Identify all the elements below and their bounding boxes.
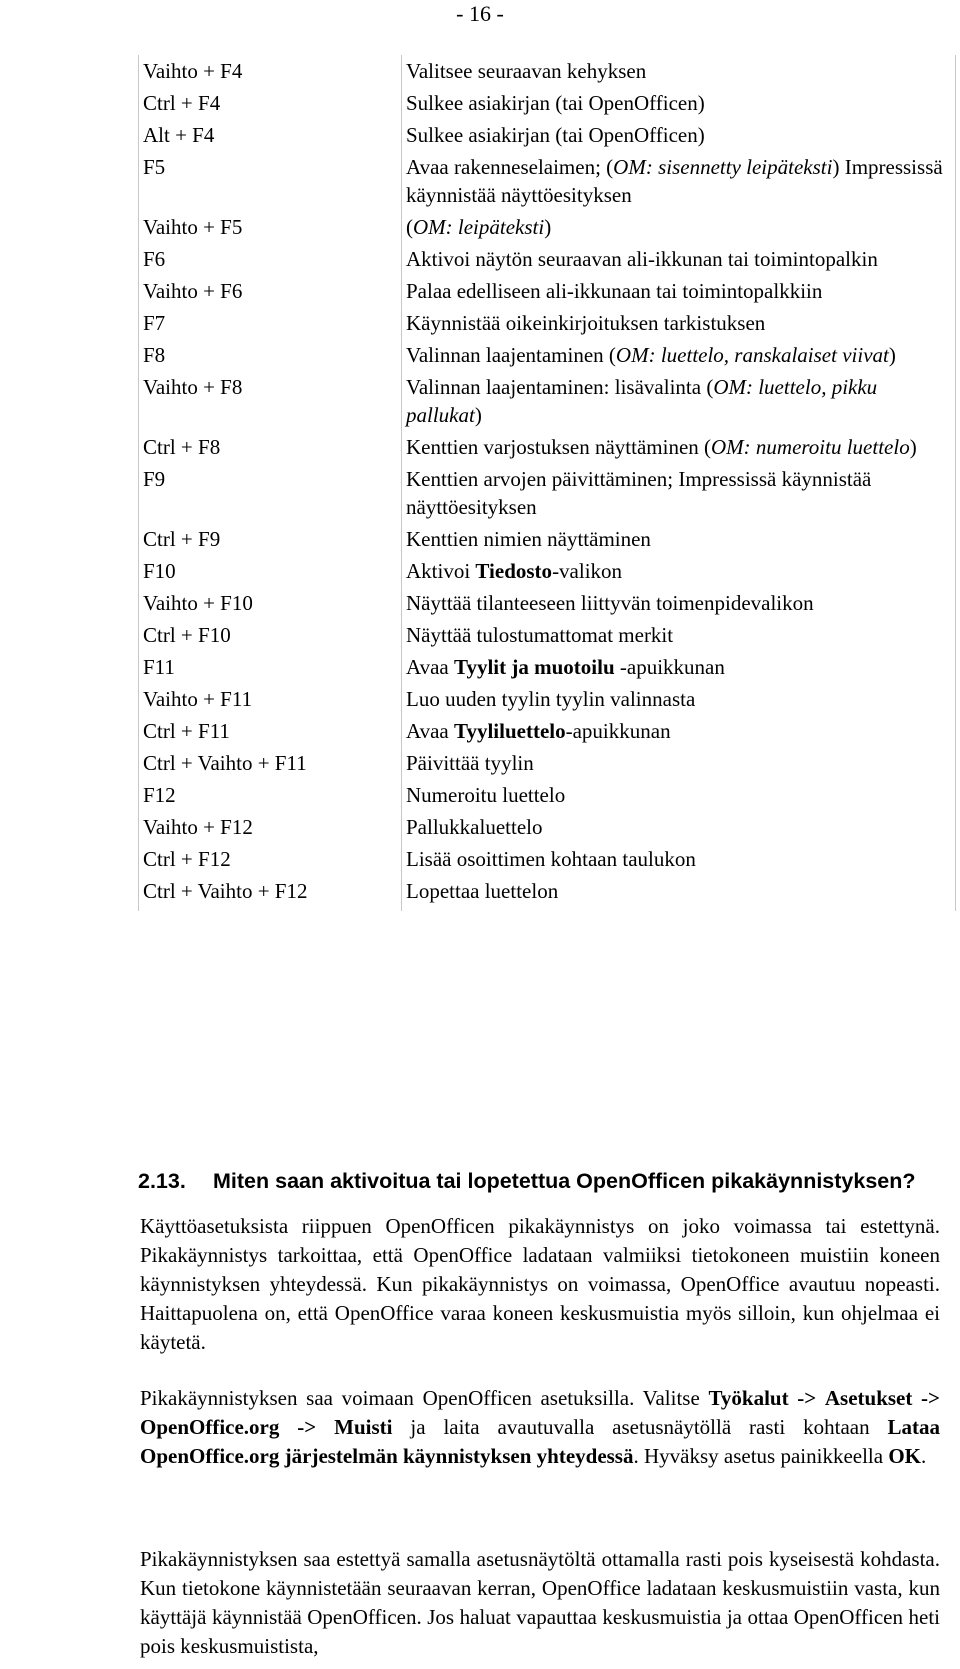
description-run: Luo uuden tyylin tyylin valinnasta xyxy=(406,687,696,711)
shortcut-row xyxy=(139,843,956,875)
shortcut-row xyxy=(139,339,956,371)
shortcut-key: Ctrl + F9 xyxy=(139,523,402,555)
shortcut-row xyxy=(139,555,956,587)
shortcut-description xyxy=(402,523,956,555)
shortcut-description xyxy=(402,779,956,811)
shortcut-description xyxy=(402,243,956,275)
shortcut-row xyxy=(139,119,956,151)
shortcut-row xyxy=(139,523,956,555)
description-run: Aktivoi xyxy=(406,559,476,583)
shortcut-description xyxy=(402,619,956,651)
shortcut-row xyxy=(139,431,956,463)
shortcut-row xyxy=(139,811,956,843)
description-run: -valikon xyxy=(552,559,623,583)
description-run: Sulkee asiakirjan (tai OpenOfficen) xyxy=(406,123,705,147)
shortcut-description xyxy=(402,875,956,911)
description-run: Lopettaa luettelon xyxy=(406,879,559,903)
shortcut-row xyxy=(139,371,956,431)
section-title: Miten saan aktivoitua tai lopetettua OpenOfficen pikakäynnistyksen? xyxy=(213,1169,916,1193)
shortcut-key: F5 xyxy=(139,151,402,211)
description-run: ) xyxy=(888,343,896,367)
paragraph-run: . Hyväksy asetus painikkeella xyxy=(633,1444,889,1468)
shortcut-key: Ctrl + Vaihto + F11 xyxy=(139,747,402,779)
shortcut-description xyxy=(402,275,956,307)
shortcut-description xyxy=(402,463,956,523)
shortcut-key: F7 xyxy=(139,307,402,339)
paragraph-run: ja laita avautuvalla asetusnäytöllä rasti kohtaan xyxy=(392,1415,888,1439)
paragraph-3 xyxy=(140,1545,940,1661)
section-number: 2.13. xyxy=(138,1169,186,1193)
shortcut-description xyxy=(402,651,956,683)
shortcut-key: Vaihto + F12 xyxy=(139,811,402,843)
shortcut-description xyxy=(402,747,956,779)
shortcut-key: F6 xyxy=(139,243,402,275)
description-run: Tyylit ja muotoilu xyxy=(454,655,615,679)
shortcut-description xyxy=(402,211,956,243)
shortcut-description xyxy=(402,587,956,619)
shortcut-description xyxy=(402,555,956,587)
description-run: Valinnan laajentaminen: lisävalinta ( xyxy=(406,375,714,399)
shortcut-key: Vaihto + F10 xyxy=(139,587,402,619)
description-run: Tyyliluettelo xyxy=(454,719,566,743)
description-run: Käynnistää oikeinkirjoituksen tarkistuksen xyxy=(406,311,766,335)
shortcut-row xyxy=(139,463,956,523)
shortcut-description xyxy=(402,87,956,119)
description-run: -apuikkunan xyxy=(614,655,725,679)
paragraph-run: . xyxy=(921,1444,927,1468)
section-heading xyxy=(138,1167,958,1195)
shortcut-description xyxy=(402,811,956,843)
description-run: Avaa rakenneselaimen; ( xyxy=(406,155,614,179)
shortcut-row xyxy=(139,619,956,651)
description-run: Pallukkaluettelo xyxy=(406,815,543,839)
shortcut-key: F10 xyxy=(139,555,402,587)
description-run: Valitsee seuraavan kehyksen xyxy=(406,59,647,83)
description-run: Tiedosto xyxy=(475,559,553,583)
description-run: OM: numeroitu luettelo xyxy=(711,435,910,459)
description-run: Sulkee asiakirjan (tai OpenOfficen) xyxy=(406,91,705,115)
shortcut-key: Ctrl + F8 xyxy=(139,431,402,463)
shortcut-key: Ctrl + F10 xyxy=(139,619,402,651)
description-run: ) xyxy=(544,215,552,239)
description-run: Palaa edelliseen ali-ikkunaan tai toimintopalkkiin xyxy=(406,279,823,303)
shortcut-key: Ctrl + F12 xyxy=(139,843,402,875)
page-number: - 16 - xyxy=(456,1,504,26)
shortcut-key: F8 xyxy=(139,339,402,371)
paragraph-run: Pikakäynnistyksen saa estettyä samalla asetusnäytöltä ottamalla rasti pois kyseisestä kohdasta. Kun tietokone käynnistetään seuraavan kerran, OpenOffice ladataan keskusmuistiin vasta, kun käyttäjä käynnistää OpenOfficen. Jos haluat vapauttaa keskusmuistia ja ottaa OpenOfficen heti pois keskusmuistista, xyxy=(140,1547,940,1658)
shortcut-key: Vaihto + F11 xyxy=(139,683,402,715)
shortcut-row xyxy=(139,211,956,243)
description-run: Avaa xyxy=(406,655,454,679)
shortcut-key: Ctrl + F4 xyxy=(139,87,402,119)
shortcut-key: Vaihto + F6 xyxy=(139,275,402,307)
shortcut-row xyxy=(139,587,956,619)
description-run: Kenttien varjostuksen näyttäminen ( xyxy=(406,435,712,459)
description-run: OM: leipäteksti xyxy=(413,215,545,239)
shortcut-description xyxy=(402,151,956,211)
description-run: OM: sisennetty leipäteksti xyxy=(613,155,833,179)
shortcut-key: Vaihto + F5 xyxy=(139,211,402,243)
paragraph-run: Asetukset -> OpenOffice.org -> Muisti xyxy=(140,1386,940,1439)
description-run: Päivittää tyylin xyxy=(406,751,534,775)
description-run: Avaa xyxy=(406,719,454,743)
paragraph-run: Lataa OpenOffice.org järjestelmän käynnistyksen yhteydessä xyxy=(140,1415,940,1468)
shortcut-description xyxy=(402,371,956,431)
shortcut-row xyxy=(139,875,956,911)
description-run: Näyttää tilanteeseen liittyvän toimenpidevalikon xyxy=(406,591,814,615)
shortcut-key: Ctrl + F11 xyxy=(139,715,402,747)
shortcut-description xyxy=(402,119,956,151)
shortcut-row xyxy=(139,651,956,683)
shortcut-key: F12 xyxy=(139,779,402,811)
shortcut-row xyxy=(139,87,956,119)
shortcut-row xyxy=(139,307,956,339)
paragraph-run xyxy=(816,1386,825,1410)
description-run: OM: luettelo, pikku pallukat xyxy=(406,375,878,427)
shortcut-key: Alt + F4 xyxy=(139,119,402,151)
shortcut-description xyxy=(402,55,956,87)
description-run: -apuikkunan xyxy=(565,719,671,743)
shortcut-key: Vaihto + F8 xyxy=(139,371,402,431)
description-run: Valinnan laajentaminen ( xyxy=(406,343,616,367)
shortcut-key: F11 xyxy=(139,651,402,683)
shortcut-row xyxy=(139,55,956,87)
description-run: Lisää osoittimen kohtaan taulukon xyxy=(406,847,696,871)
shortcut-row xyxy=(139,779,956,811)
shortcut-key: Ctrl + Vaihto + F12 xyxy=(139,875,402,911)
paragraph-run: OK xyxy=(888,1444,922,1468)
paragraph-run: Työkalut -> xyxy=(708,1386,817,1410)
shortcut-row xyxy=(139,715,956,747)
description-run: ) Impressissä käynnistää näyttöesityksen xyxy=(406,155,943,207)
shortcut-row xyxy=(139,243,956,275)
description-run: Näyttää tulostumattomat merkit xyxy=(406,623,674,647)
shortcut-table xyxy=(138,55,956,911)
shortcut-key: F9 xyxy=(139,463,402,523)
shortcut-row xyxy=(139,275,956,307)
description-run: Kenttien nimien näyttäminen xyxy=(406,527,651,551)
shortcut-description xyxy=(402,431,956,463)
paragraph-1 xyxy=(140,1212,940,1357)
description-run: ) xyxy=(474,403,482,427)
paragraph-2 xyxy=(140,1384,940,1471)
shortcut-description xyxy=(402,339,956,371)
shortcut-table-body xyxy=(139,55,956,911)
paragraph-run: Käyttöasetuksista riippuen OpenOfficen pikakäynnistys on joko voimassa tai estettynä. Pikakäynnistys tarkoittaa, että OpenOffice ladataan valmiiksi tietokoneen muistiin koneen käynnistyksen yhteydessä. Kun pikakäynnistys on voimassa, OpenOffice avautuu nopeasti. Haittapuolena on, että OpenOffice varaa koneen keskusmuistia myös silloin, kun ohjelmaa ei käytetä. xyxy=(140,1214,940,1354)
description-run: Numeroitu luettelo xyxy=(406,783,566,807)
description-run: OM: luettelo, ranskalaiset viivat xyxy=(615,343,889,367)
shortcut-row xyxy=(139,151,956,211)
description-run: Kenttien arvojen päivittäminen; Impressissä käynnistää näyttöesityksen xyxy=(406,467,872,519)
shortcut-description xyxy=(402,307,956,339)
paragraph-run: Pikakäynnistyksen saa voimaan OpenOfficen asetuksilla. Valitse xyxy=(140,1386,709,1410)
shortcut-description xyxy=(402,843,956,875)
description-run: ( xyxy=(406,215,413,239)
shortcut-row xyxy=(139,683,956,715)
description-run: ) xyxy=(909,435,917,459)
shortcut-description xyxy=(402,683,956,715)
shortcut-description xyxy=(402,715,956,747)
shortcut-key: Vaihto + F4 xyxy=(139,55,402,87)
shortcut-row xyxy=(139,747,956,779)
description-run: Aktivoi näytön seuraavan ali-ikkunan tai toimintopalkin xyxy=(406,247,878,271)
